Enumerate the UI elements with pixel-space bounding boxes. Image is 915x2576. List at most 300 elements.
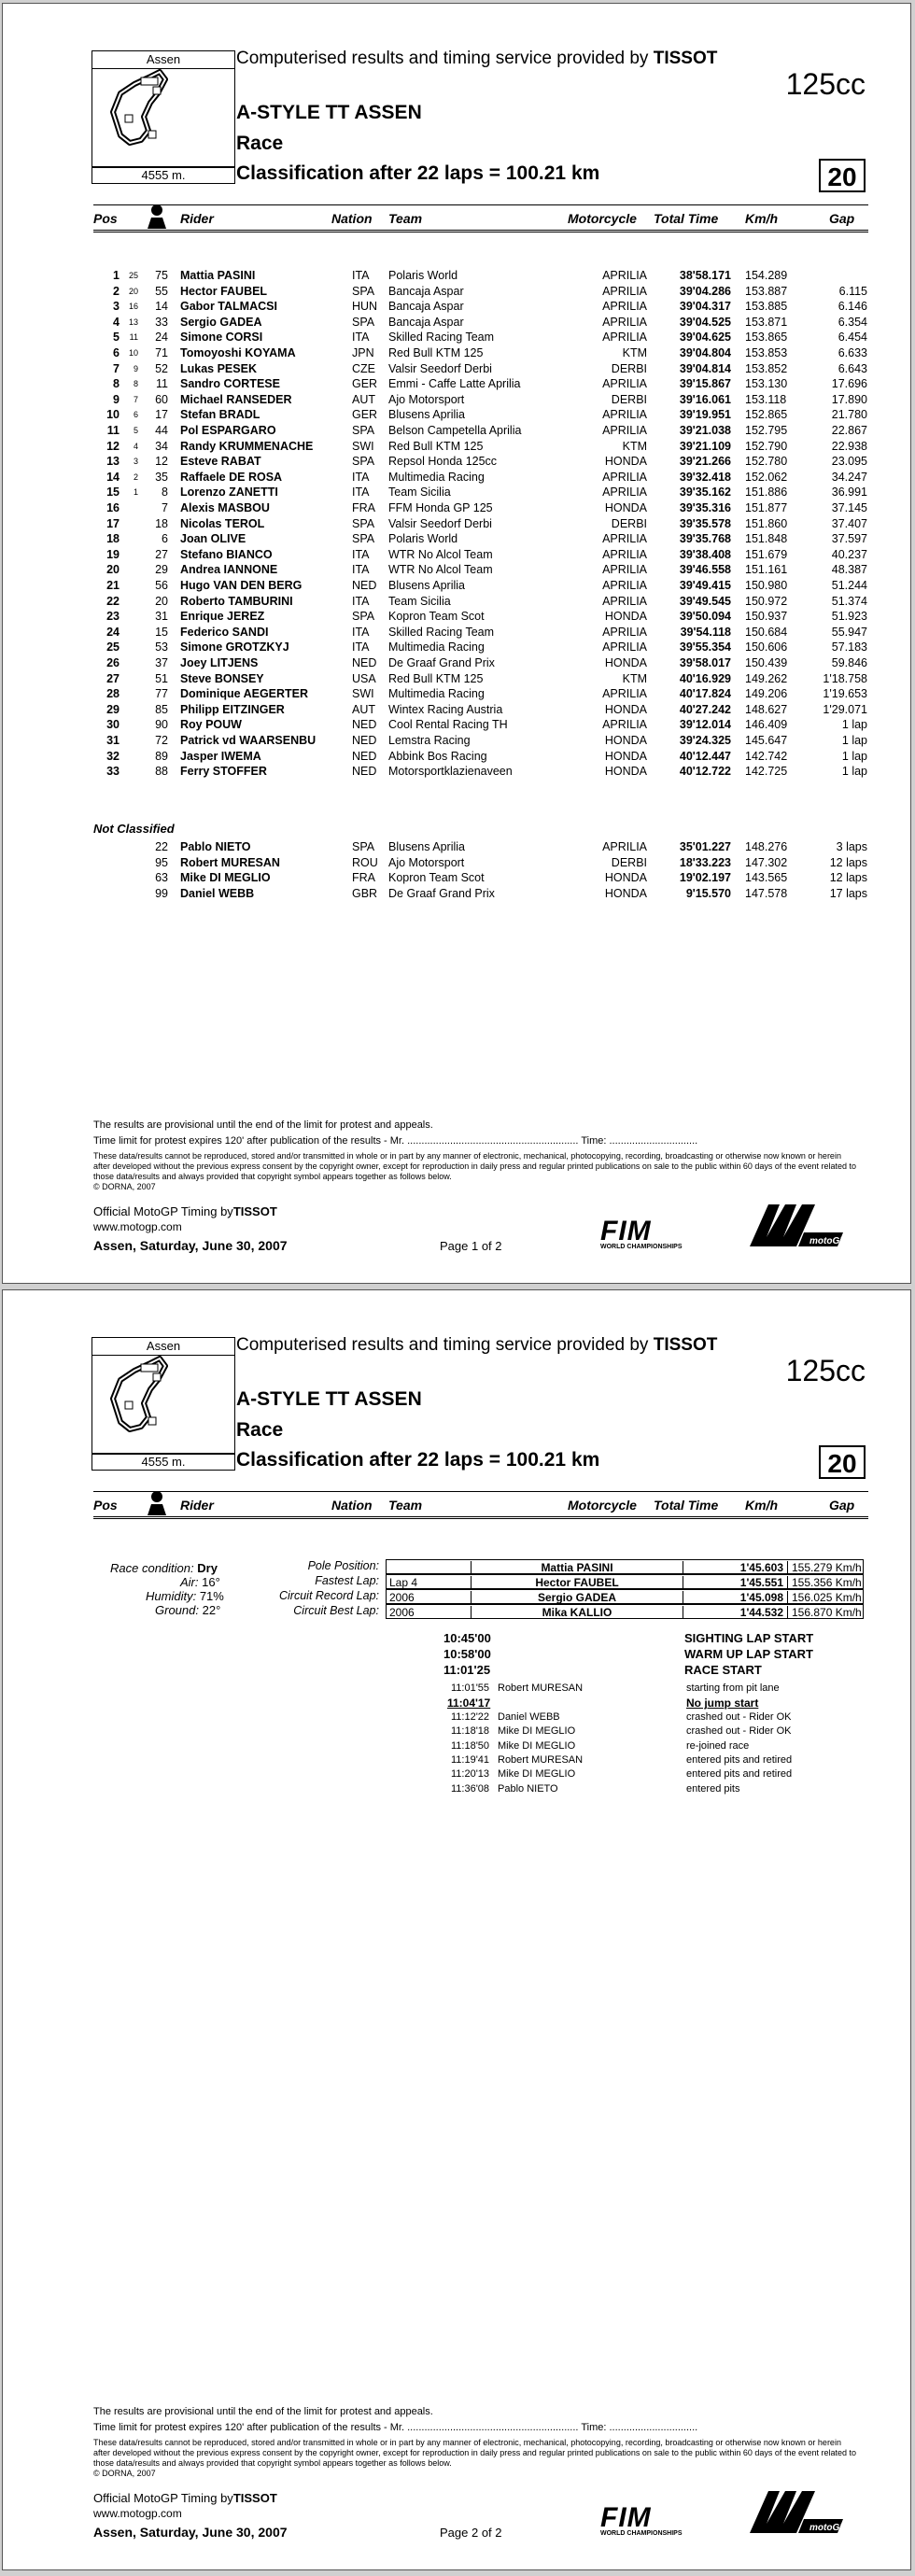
column-header <box>93 208 868 229</box>
record-extra: Lap 4 <box>389 1576 418 1589</box>
cell-time: 19'02.197 <box>679 871 731 885</box>
record-row <box>386 1574 864 1589</box>
event-time: 11:18'18 <box>451 1725 490 1738</box>
cell-time: 39'16.061 <box>679 392 731 406</box>
record-label: Circuit Record Lap: <box>279 1589 379 1602</box>
col-team: Team <box>388 1498 423 1513</box>
event-text: entered pits and retired <box>686 1768 793 1781</box>
cell-time: 39'21.038 <box>679 424 731 437</box>
cell-pts: 20 <box>128 286 138 296</box>
table-row <box>3 718 912 733</box>
cell-num: 18 <box>155 516 168 530</box>
table-row <box>3 532 912 547</box>
cell-kmh: 153.853 <box>745 346 788 359</box>
cell-rider: Philipp EITZINGER <box>180 702 285 716</box>
cell-pos: 30 <box>106 718 120 732</box>
cell-pts: 9 <box>133 363 138 373</box>
record-label: Fastest Lap: <box>315 1574 379 1587</box>
cell-gap: 6.115 <box>838 284 867 298</box>
cell-kmh: 152.780 <box>745 455 788 469</box>
col-kmh: Km/h <box>745 211 778 226</box>
cell-moto: DERBI <box>611 855 647 869</box>
header-rule <box>93 204 868 205</box>
cell-gap: 17.696 <box>831 377 867 391</box>
cell-team: Polaris World <box>388 269 458 282</box>
table-row <box>3 548 912 563</box>
cell-gap: 6.354 <box>838 315 867 329</box>
record-time: 1'45.603 <box>682 1561 788 1574</box>
table-row <box>3 346 912 361</box>
cell-rider: Enrique JEREZ <box>180 610 265 624</box>
class-label: 125cc <box>785 67 866 101</box>
cell-pos: 1 <box>113 269 120 282</box>
cell-moto: DERBI <box>611 516 647 530</box>
cell-team: Bancaja Aspar <box>388 284 464 298</box>
cell-team: Multimedia Racing <box>388 640 485 655</box>
cell-rider: Dominique AEGERTER <box>180 687 309 701</box>
cell-pos: 7 <box>113 361 120 375</box>
table-row <box>3 424 912 439</box>
cell-pos: 9 <box>113 392 120 406</box>
cell-team: Lemstra Racing <box>388 734 471 747</box>
table-row <box>3 672 912 687</box>
cell-moto: HONDA <box>604 749 647 763</box>
cell-rider: Daniel WEBB <box>180 886 255 900</box>
race-condition <box>110 1561 218 1575</box>
cell-nat: CZE <box>352 361 375 375</box>
cell-nat: ITA <box>352 470 370 484</box>
record-row <box>386 1604 864 1619</box>
record-speed: 155.279 Km/h <box>792 1561 862 1574</box>
cell-moto: APRILIA <box>602 315 647 329</box>
cell-time: 39'46.558 <box>679 563 731 577</box>
cell-num: 24 <box>155 331 168 345</box>
cell-rider: Joan OLIVE <box>180 532 246 546</box>
cell-kmh: 151.877 <box>745 501 788 514</box>
cell-rider: Mike DI MEGLIO <box>180 871 271 885</box>
cell-kmh: 151.886 <box>745 486 788 500</box>
cell-time: 39'04.814 <box>679 361 731 375</box>
cell-num: 75 <box>155 269 168 282</box>
cell-num: 29 <box>155 563 168 577</box>
cell-kmh: 146.409 <box>745 718 788 732</box>
cell-team: FFM Honda GP 125 <box>388 501 493 514</box>
cell-gap: 59.846 <box>831 656 867 669</box>
cell-kmh: 150.980 <box>745 579 788 592</box>
cell-time: 39'49.415 <box>679 579 731 592</box>
cell-team: Emmi - Caffe Latte Aprilia <box>388 377 521 391</box>
event-text: entered pits <box>686 1782 740 1795</box>
cell-team: Kopron Team Scot <box>388 871 485 885</box>
cell-rider: Ferry STOFFER <box>180 765 267 779</box>
cell-pts: 10 <box>128 348 138 358</box>
date-line: Assen, Saturday, June 30, 2007 <box>93 1238 288 1253</box>
cell-nat: ITA <box>352 331 370 345</box>
table-row <box>3 517 912 532</box>
cell-kmh: 148.627 <box>745 702 788 716</box>
col-total-time: Total Time <box>654 211 719 226</box>
event-rider: Pablo NIETO <box>498 1782 558 1795</box>
cell-team: WTR No Alcol Team <box>388 547 493 561</box>
table-row <box>3 486 912 500</box>
event-time: 10:58'00 <box>443 1647 491 1661</box>
cell-pos: 16 <box>106 501 120 514</box>
cell-rider: Lukas PESEK <box>180 361 257 375</box>
cell-team: De Graaf Grand Prix <box>388 886 495 900</box>
cell-moto: HONDA <box>604 455 647 469</box>
cell-num: 27 <box>155 547 168 561</box>
cell-time: 40'12.722 <box>679 765 731 779</box>
cell-gap: 17 laps <box>829 886 867 900</box>
cell-num: 44 <box>155 424 168 437</box>
cell-num: 14 <box>155 300 168 314</box>
ground-value: 22° <box>202 1603 221 1617</box>
cell-moto: HONDA <box>604 886 647 900</box>
event-rider: Mike DI MEGLIO <box>498 1739 576 1752</box>
cell-rider: Mattia PASINI <box>180 269 256 282</box>
cell-pos: 23 <box>106 610 120 624</box>
cell-num: 12 <box>155 455 168 469</box>
event-time: 11:04'17 <box>447 1696 491 1710</box>
rider-icon <box>142 1489 172 1517</box>
cell-rider: Simone GROTZKYJ <box>180 640 289 655</box>
event-text: WARM UP LAP START <box>684 1647 813 1661</box>
cell-num: 77 <box>155 687 168 701</box>
cell-pos: 22 <box>106 594 120 608</box>
cell-gap: 1'29.071 <box>823 702 867 716</box>
cell-gap: 17.890 <box>831 392 867 406</box>
cell-rider: Raffaele DE ROSA <box>180 470 283 484</box>
record-rider: Mattia PASINI <box>471 1561 683 1574</box>
cell-moto: APRILIA <box>602 687 647 701</box>
cell-kmh: 149.206 <box>745 687 788 701</box>
cell-kmh: 150.684 <box>745 625 788 639</box>
provider-line <box>236 49 717 69</box>
cell-rider: Robert MURESAN <box>180 855 280 869</box>
cell-rider: Sandro CORTESE <box>180 377 280 391</box>
cell-nat: SPA <box>352 610 375 624</box>
cell-moto: APRILIA <box>602 579 647 592</box>
cell-time: 40'27.242 <box>679 702 731 716</box>
cell-kmh: 147.302 <box>745 855 788 869</box>
cell-time: 40'16.929 <box>679 671 731 685</box>
cell-team: Ajo Motorsport <box>388 392 465 406</box>
cell-nat: SPA <box>352 455 375 469</box>
cell-kmh: 150.606 <box>745 640 788 655</box>
motogp-icon <box>740 2482 852 2538</box>
cell-pos: 11 <box>106 424 120 437</box>
cell-moto: APRILIA <box>602 300 647 314</box>
cell-moto: HONDA <box>604 656 647 669</box>
col-pos: Pos <box>93 1498 118 1513</box>
cell-num: 15 <box>155 625 168 639</box>
cell-time: 35'01.227 <box>679 840 731 853</box>
cell-moto: APRILIA <box>602 532 647 546</box>
cell-team: Team Sicilia <box>388 594 451 608</box>
col-motorcycle: Motorcycle <box>568 211 637 226</box>
cell-nat: GBR <box>352 886 378 900</box>
cell-gap: 1 lap <box>841 734 867 747</box>
table-row <box>3 656 912 671</box>
table-row <box>3 300 912 315</box>
event-time: 11:36'08 <box>451 1782 490 1795</box>
cell-team: Abbink Bos Racing <box>388 749 487 763</box>
cell-time: 39'35.578 <box>679 516 731 530</box>
table-row <box>3 440 912 455</box>
cell-num: 17 <box>155 408 168 422</box>
cell-gap: 36.991 <box>831 486 867 500</box>
cell-team: WTR No Alcol Team <box>388 563 493 577</box>
provisional-note: The results are provisional until the end of the limit for protest and appeals. <box>93 1119 433 1131</box>
cell-time: 39'24.325 <box>679 734 731 747</box>
cell-pos: 20 <box>106 563 120 577</box>
cell-pos: 25 <box>106 640 120 655</box>
event-time: 11:19'41 <box>451 1754 490 1766</box>
cell-rider: Roberto TAMBURINI <box>180 594 293 608</box>
cell-pos: 21 <box>106 579 120 592</box>
cell-gap: 34.247 <box>831 470 867 484</box>
cell-moto: HONDA <box>604 871 647 885</box>
humidity-value: 71% <box>199 1589 224 1603</box>
cell-team: Kopron Team Scot <box>388 610 485 624</box>
cell-pos: 29 <box>106 702 120 716</box>
cell-pos: 8 <box>113 377 120 391</box>
cell-nat: NED <box>352 579 377 592</box>
cell-time: 38'58.171 <box>679 269 731 282</box>
event-text: re-joined race <box>686 1739 750 1752</box>
results-page-2 <box>2 1289 911 2570</box>
cell-num: 33 <box>155 315 168 329</box>
record-label: Pole Position: <box>307 1559 379 1572</box>
cell-kmh: 152.795 <box>745 424 788 437</box>
cell-team: Blusens Aprilia <box>388 579 465 592</box>
table-row <box>3 840 912 855</box>
col-rider: Rider <box>180 211 214 226</box>
cell-rider: Roy POUW <box>180 718 242 732</box>
cell-kmh: 145.647 <box>745 734 788 747</box>
cell-moto: APRILIA <box>602 640 647 655</box>
event-rider: Mike DI MEGLIO <box>498 1768 576 1781</box>
cell-team: Red Bull KTM 125 <box>388 439 484 453</box>
website: www.motogp.com <box>93 1220 182 1233</box>
cell-pos: 6 <box>113 346 120 359</box>
record-label: Circuit Best Lap: <box>293 1604 379 1617</box>
cell-moto: APRILIA <box>602 377 647 391</box>
cell-gap: 3 laps <box>836 840 867 853</box>
cell-num: 55 <box>155 284 168 298</box>
cell-num: 89 <box>155 749 168 763</box>
classification-title-2: Classification after 22 laps = 100.21 km <box>236 1449 600 1471</box>
cell-kmh: 151.161 <box>745 563 788 577</box>
cell-kmh: 143.565 <box>745 871 788 885</box>
cell-pts: 4 <box>133 441 138 451</box>
cell-time: 39'38.408 <box>679 547 731 561</box>
tissot-logo: TISSOT <box>653 49 718 68</box>
record-time: 1'44.532 <box>682 1606 788 1619</box>
event-text: crashed out - Rider OK <box>686 1725 792 1738</box>
cell-moto: HONDA <box>604 702 647 716</box>
fim-logo-text: FIM <box>600 1216 652 1246</box>
cell-time: 39'58.017 <box>679 656 731 669</box>
cell-gap: 22.867 <box>831 424 867 437</box>
cell-num: 35 <box>155 470 168 484</box>
cell-nat: ITA <box>352 594 370 608</box>
cell-nat: SPA <box>352 315 375 329</box>
air-label: Air: <box>180 1575 199 1589</box>
cell-gap: 1'18.758 <box>823 671 867 685</box>
cell-team: Bancaja Aspar <box>388 300 464 314</box>
cell-team: Multimedia Racing <box>388 687 485 701</box>
protest-note: Time limit for protest expires 120' after publication of the results - Mr. ............................................................ Time: ............................... <box>93 1135 698 1147</box>
track-name-2: Assen <box>92 1337 235 1356</box>
cell-rider: Stefan BRADL <box>180 408 260 422</box>
cell-team: Multimedia Racing <box>388 470 485 484</box>
cell-num: 53 <box>155 640 168 655</box>
cell-kmh: 142.742 <box>745 749 788 763</box>
cell-nat: SPA <box>352 840 375 853</box>
record-speed: 156.870 Km/h <box>792 1606 862 1619</box>
cell-nat: ITA <box>352 269 370 282</box>
cell-num: 6 <box>162 532 168 546</box>
cell-kmh: 151.860 <box>745 516 788 530</box>
event-text: No jump start <box>686 1696 759 1710</box>
cell-moto: APRILIA <box>602 331 647 345</box>
cell-time: 39'04.625 <box>679 331 731 345</box>
cell-nat: NED <box>352 718 377 732</box>
cell-rider: Andrea IANNONE <box>180 563 278 577</box>
table-row <box>3 610 912 625</box>
fim-logo-text: FIM <box>600 2502 652 2533</box>
cell-gap: 22.938 <box>831 439 867 453</box>
table-row <box>3 501 912 516</box>
event-title-2: A-STYLE TT ASSEN <box>236 1388 422 1410</box>
cell-nat: ITA <box>352 486 370 500</box>
cell-pos: 4 <box>113 315 120 329</box>
table-row <box>3 316 912 331</box>
cell-gap: 1 lap <box>841 718 867 732</box>
table-row <box>3 362 912 377</box>
cell-time: 39'12.014 <box>679 718 731 732</box>
cell-team: Repsol Honda 125cc <box>388 455 498 469</box>
cell-kmh: 142.725 <box>745 765 788 779</box>
cell-pts: 16 <box>128 302 138 312</box>
column-header-2 <box>93 1495 868 1515</box>
cell-pts: 1 <box>133 487 138 498</box>
cell-pts: 7 <box>133 394 138 404</box>
cell-rider: Pol ESPARGARO <box>180 424 276 437</box>
cell-time: 39'55.354 <box>679 640 731 655</box>
legal-note: These data/results cannot be reproduced, stored and/or transmitted in whole or in part by any manner of electronic, mechanical, photocopying, recording, broadcasting or otherwise now known or herein after developed without the previous express consent by the copyright owner, except for reproduction in daily press and regular printed publications on sale to the public within 60 days of the event related to those data/results and always provided that copyright symbol appears together as follows below. <box>93 1151 856 1181</box>
cell-moto: APRILIA <box>602 470 647 484</box>
cell-gap: 55.947 <box>831 625 867 639</box>
table-row <box>3 269 912 284</box>
cell-kmh: 153.130 <box>745 377 788 391</box>
class-label-2: 125cc <box>785 1354 866 1387</box>
event-time: 11:18'50 <box>451 1739 490 1752</box>
fim-logo <box>600 1216 683 1250</box>
cell-team: Red Bull KTM 125 <box>388 346 484 359</box>
cell-moto: HONDA <box>604 501 647 514</box>
cell-nat: ITA <box>352 547 370 561</box>
cell-moto: KTM <box>622 346 647 359</box>
track-length-2: 4555 m. <box>92 1454 235 1471</box>
results-page-1 <box>2 3 911 1284</box>
cell-pos: 33 <box>106 765 120 779</box>
cell-gap: 51.923 <box>831 610 867 624</box>
cell-moto: APRILIA <box>602 625 647 639</box>
event-time: 10:45'00 <box>443 1631 491 1645</box>
record-rider: Hector FAUBEL <box>471 1576 683 1589</box>
cell-kmh: 150.937 <box>745 610 788 624</box>
cell-moto: APRILIA <box>602 840 647 853</box>
col-gap: Gap <box>829 1498 855 1513</box>
motogp-icon <box>740 1195 852 1251</box>
cell-moto: HONDA <box>604 765 647 779</box>
cell-moto: APRILIA <box>602 486 647 500</box>
table-row <box>3 408 912 423</box>
cell-gap: 6.454 <box>838 331 867 345</box>
cell-time: 39'35.768 <box>679 532 731 546</box>
table-row <box>3 471 912 486</box>
cell-nat: SWI <box>352 687 374 701</box>
event-rider: Robert MURESAN <box>498 1754 584 1766</box>
cell-nat: NED <box>352 765 377 779</box>
cell-kmh: 152.790 <box>745 439 788 453</box>
record-extra: 2006 <box>389 1606 415 1619</box>
cell-gap: 40.237 <box>831 547 867 561</box>
cell-time: 39'49.545 <box>679 594 731 608</box>
provisional-note-2: The results are provisional until the end of the limit for protest and appeals. <box>93 2406 433 2417</box>
humidity-label: Humidity: <box>146 1589 197 1603</box>
cell-rider: Nicolas TEROL <box>180 516 265 530</box>
copyright-2: © DORNA, 2007 <box>93 2469 156 2478</box>
cell-moto: APRILIA <box>602 408 647 422</box>
event-time: 11:01'55 <box>451 1682 490 1694</box>
cell-pos: 13 <box>106 455 120 469</box>
cell-num: 56 <box>155 579 168 592</box>
cell-rider: Simone CORSI <box>180 331 263 345</box>
cell-gap: 1'19.653 <box>823 687 867 701</box>
cell-kmh: 153.865 <box>745 331 788 345</box>
table-row <box>3 331 912 345</box>
cell-time: 39'04.286 <box>679 284 731 298</box>
cell-nat: SWI <box>352 439 374 453</box>
cell-rider: Michael RANSEDER <box>180 392 292 406</box>
cell-num: 88 <box>155 765 168 779</box>
cell-rider: Stefano BIANCO <box>180 547 273 561</box>
cell-time: 39'35.162 <box>679 486 731 500</box>
cell-team: Blusens Aprilia <box>388 840 465 853</box>
cell-num: 99 <box>155 886 168 900</box>
air-temp <box>180 1575 220 1589</box>
cell-kmh: 149.262 <box>745 671 788 685</box>
provider-text: Computerised results and timing service provided by <box>236 49 649 68</box>
cell-nat: NED <box>352 749 377 763</box>
copyright: © DORNA, 2007 <box>93 1182 156 1191</box>
cell-moto: DERBI <box>611 392 647 406</box>
col-rider: Rider <box>180 1498 214 1513</box>
cell-kmh: 151.679 <box>745 547 788 561</box>
record-rider: Mika KALLIO <box>471 1606 683 1619</box>
cell-num: 11 <box>156 377 168 391</box>
fim-logo-2 <box>600 2502 683 2537</box>
page-number-2: Page 2 of 2 <box>440 2526 502 2540</box>
record-speed: 156.025 Km/h <box>792 1591 862 1604</box>
cell-gap: 12 laps <box>829 871 867 885</box>
cell-nat: SPA <box>352 532 375 546</box>
cell-nat: ROU <box>352 855 378 869</box>
cell-pts: 5 <box>133 426 138 435</box>
